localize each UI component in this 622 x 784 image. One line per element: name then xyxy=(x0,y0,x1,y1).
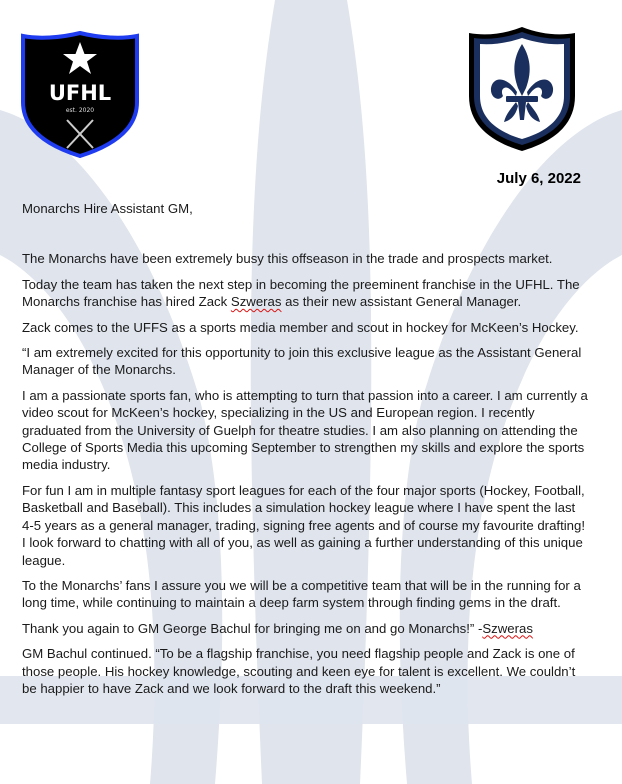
signature-name-szweras: Szweras xyxy=(482,620,533,636)
name-spellcheck-szweras: Szweras xyxy=(230,294,282,310)
paragraph-5: I am a passionate sports fan, who is attempting to turn that passion into a career. I am currently a video scout for McKeen’s hockey, specializing in the US and European region. I recently graduated from the University of Guelph for theatre studies. I am also planning on attending the College of Sports Media this upcoming September to strengthen my skills and explore the sports media industry. xyxy=(22,387,588,473)
paragraph-8-text-a: Thank you again to GM George Bachul for bringing me on and go Monarchs!” - xyxy=(22,620,483,636)
paragraph-7: To the Monarchs’ fans I assure you we will be a competitive team that will be in the running for a long time, while continuing to maintain a deep farm system through finding gems in the draft. xyxy=(22,577,581,611)
paragraph-3: Zack comes to the UFFS as a sports media member and scout in hockey for McKeen’s Hockey. xyxy=(22,319,579,335)
paragraph-8 xyxy=(22,620,590,637)
letter-body xyxy=(22,200,590,705)
paragraph-2-text-b: as their new assistant General Manager. xyxy=(281,294,522,310)
logo-subtext: est. 2020 xyxy=(65,107,95,114)
paragraph-2-text-a: Today the team has taken the next step in becoming the preeminent franchise in the UFHL. The Monarchs franchise has hired Zack xyxy=(22,276,580,310)
paragraph-1: The Monarchs have been extremely busy this offseason in the trade and prospects market. xyxy=(22,251,553,267)
ufhl-shield-logo-icon xyxy=(20,30,140,158)
paragraph-4: “I am extremely excited for this opportunity to join this exclusive league as the Assistant General Manager of the Monarchs. xyxy=(22,345,582,378)
fleur-de-lis-shield-icon xyxy=(466,24,578,154)
logo-text: UFHL xyxy=(48,81,112,105)
paragraph-6: For fun I am in multiple fantasy sport leagues for each of the four major sports (Hockey, Football, Basketball and Baseball). This includes a simulation hockey league where I have spent the last 4-5 years as a general manager, trading, signing free agents and of course my favourite drafting! I look forward to chatting with all of you, as well as gaining a further understanding of this unique league. xyxy=(22,482,585,568)
letter-heading: Monarchs Hire Assistant GM, xyxy=(22,201,193,216)
paragraph-9: GM Bachul continued. “To be a flagship franchise, you need flagship people and Zack is one of those people. His hockey knowledge, scouting and keen eye for talent is excellent. We couldn’t be happier to have Zack and we look forward to the draft this weekend.” xyxy=(22,646,576,696)
letter-date: July 6, 2022 xyxy=(496,170,581,187)
paragraph-2 xyxy=(22,276,590,311)
